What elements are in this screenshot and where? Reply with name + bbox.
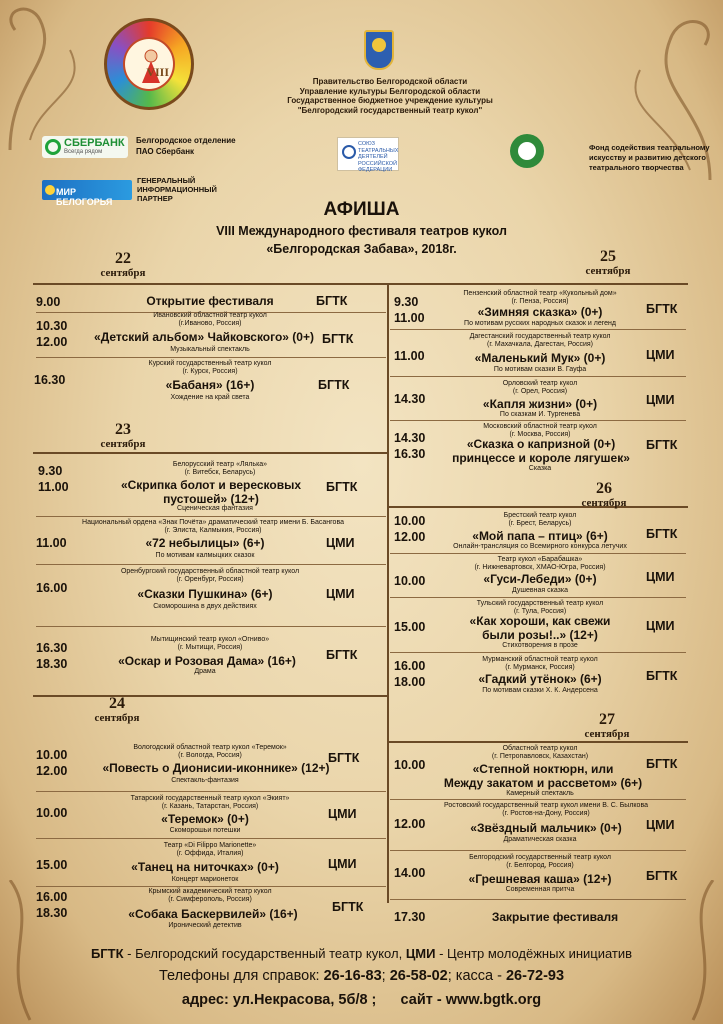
event-genre: Современная притча [505,886,575,893]
event-title: «Сказки Пушкина» (6+) [137,587,273,601]
event-separator [390,652,686,653]
day-header-26 [569,480,639,509]
organizer-line: Управление культуры Белгородской области [299,86,481,96]
event-genre: Сценическая фантазия [177,505,253,512]
event-title: «Звёздный мальчик» (0+) [470,821,622,835]
day-number: 25 [600,248,616,265]
event-venue: ЦМИ [646,348,675,362]
fund-logo [510,134,544,168]
event-theatre: Оренбургский государственный областной театр кукол (г. Оренбург, Россия) [120,568,300,583]
phones-separator: ; [381,968,390,984]
event-genre: По сказкам И. Тургенева [499,411,581,418]
box-office-label: ; касса - [447,968,506,984]
event-genre: По мотивам калмыцких сказок [155,552,255,559]
event-venue: БГТК [646,757,678,771]
event-time: 14.30 16.30 [394,431,426,461]
event-time: 16.30 18.30 [36,641,68,671]
event-title: Открытие фестиваля [146,294,274,308]
event-theatre: Тульский государственный театр кукол (г. Тула, Россия) [476,600,604,615]
event-venue: БГТК [646,302,678,316]
event-title: «Танец на ниточках» (0+) [131,860,279,874]
event-title: «Повесть о Дионисии-иконнике» (12+) [102,761,330,775]
festival-logo [104,18,194,110]
event-venue: ЦМИ [326,587,355,601]
union-logo-line: ФЕДЕРАЦИИ [358,167,393,173]
phones-label: Телефоны для справок: [158,968,324,984]
info-partner-line: ПАРТНЕР [137,194,173,203]
event-title: «Зимняя сказка» (0+) [477,305,603,319]
event-theatre: Театр кукол «Барабашка» (г. Нижневартовск, ХМАО-Югра, Россия) [474,556,606,571]
day-number: 27 [599,711,615,728]
event-genre: Камерный спектакль [506,790,574,797]
poster-title: АФИША [323,199,400,220]
event-venue: ЦМИ [646,818,675,832]
phones-line [0,968,723,984]
day-month: сентября [585,265,631,277]
event-theatre: Белорусский театр «Лялька» (г. Витебск, Беларусь) [172,461,268,476]
event-venue: ЦМИ [646,619,675,633]
day-month: сентября [94,712,140,724]
event-venue: ЦМИ [646,570,675,584]
event-theatre: Национальный ордена «Знак Почёта» драматический театр имени Б. Басангова (г. Элиста, Калмыкия, Россия) [82,519,344,534]
event-venue: ЦМИ [326,536,355,550]
event-time: 9.30 11.00 [38,464,69,494]
divider [388,741,688,743]
legend-text: - Белгородский государственный театр кукол, [123,946,406,961]
event-time: 16.00 [36,581,68,595]
event-separator [390,799,686,800]
event-separator [36,516,386,517]
event-genre: Драматическая сказка [503,836,577,843]
event-genre: Онлайн-трансляция со Всемирного конкурса летучих [453,543,627,550]
event-venue: БГТК [646,527,678,541]
event-theatre: Областной театр кукол (г. Петропавловск, Казахстан) [491,745,589,760]
info-partner-line: ГЕНЕРАЛЬНЫЙ [137,176,196,185]
event-title: «Гадкий утёнок» (6+) [478,672,602,686]
event-genre: Скоморошина в двух действиях [153,603,257,610]
theatre-union-logo [337,137,399,171]
event-venue: БГТК [646,669,678,683]
event-separator [390,899,686,900]
event-genre: Скоморошьи потешки [169,827,241,834]
day-month: сентября [100,267,146,279]
event-theatre: Мурманский областной театр кукол (г. Мурманск, Россия) [482,656,598,671]
event-theatre: Ивановский областной театр кукол (г.Иваново, Россия) [153,312,267,327]
day-header-22 [88,250,158,279]
organizers-block [262,77,518,115]
event-theatre: Дагестанский государственный театр кукол (г. Махачкала, Дагестан, Россия) [469,333,611,348]
event-genre: По мотивам сказки Х. К. Андерсена [482,687,598,694]
event-theatre: Театр «Di Filippo Marionette» (г. Оффида, Италия) [163,842,257,857]
event-time: 16.00 18.00 [394,659,426,689]
event-theatre: Пензенский областной театр «Кукольный дом» (г. Пенза, Россия) [463,290,617,305]
event-title: «72 небылицы» (6+) [145,536,265,550]
event-venue: ЦМИ [646,393,675,407]
event-genre: По мотивам сказки В. Гауфа [493,366,587,373]
day-month: сентября [584,728,630,740]
event-time: 11.00 [36,536,67,550]
union-logo-line: ТЕАТРАЛЬНЫХ [358,147,399,154]
event-time: 10.00 12.00 [394,514,426,544]
event-title: «Теремок» (0+) [161,812,249,826]
fund-text-line: искусству и развитию детского [589,153,706,162]
event-separator [390,597,686,598]
event-time: 17.30 [394,910,426,924]
event-time: 11.00 [394,349,425,363]
event-time: 10.30 12.00 [36,319,68,349]
event-separator [36,626,386,627]
event-title: «Мой папа – птиц» (6+) [472,529,608,543]
day-number: 26 [596,480,612,497]
event-title: «Капля жизни» (0+) [482,397,598,411]
festival-logo-numeral: VIII [146,65,169,79]
event-time: 14.30 [394,392,426,406]
event-theatre: Белгородский государственный театр кукол (г. Белгород, Россия) [469,854,611,869]
event-theatre: Орловский театр кукол (г. Орел, Россия) [502,380,578,395]
event-time: 10.00 12.00 [36,748,68,778]
event-venue: ЦМИ [328,857,357,871]
event-theatre: Вологодский областной театр кукол «Теремок» (г. Вологда, Россия) [133,744,287,759]
event-genre: Стихотворения в прозе [502,642,578,649]
event-venue: БГТК [646,438,678,452]
day-header-24 [82,695,152,724]
day-number: 23 [115,421,131,438]
union-logo-line: ДЕЯТЕЛЕЙ [358,154,388,160]
event-title: «Маленький Мук» (0+) [474,351,606,365]
event-time: 14.00 [394,866,426,880]
day-number: 22 [115,250,131,267]
info-partner-line: ИНФОРМАЦИОННЫЙ [137,185,217,194]
fund-text-line: Фонд содействия театральному [589,143,710,152]
event-venue: БГТК [316,294,348,308]
sberbank-logo [42,136,128,158]
event-venue: БГТК [326,480,358,494]
address-line: адрес: ул.Некрасова, 5б/8 ; сайт - www.bgtk.org [181,992,542,1008]
union-logo-line: СОЮЗ [358,141,376,147]
event-time: 9.00 [36,295,61,309]
event-title: «Гуси-Лебеди» (0+) [483,572,597,586]
sberbank-text-line: Белгородское отделение [136,136,236,145]
divider [33,452,389,454]
phone-number[interactable]: 26-72-93 [505,968,565,984]
day-header-27 [572,711,642,740]
organizer-line: Государственное бюджетное учреждение культуры [287,96,493,105]
event-time: 10.00 [394,758,426,772]
event-time: 16.30 [34,373,66,387]
divider [388,506,688,508]
event-genre: Спектакль-фантазия [171,777,239,784]
event-time: 10.00 [36,806,68,820]
event-separator [390,329,686,330]
fund-text [589,143,710,173]
event-title: «Сказка о капризной (0+) принцессе и короле лягушек» [452,437,630,465]
event-theatre: Татарский государственный театр кукол «Экият» (г. Казань, Татарстан, Россия) [130,795,290,810]
festival-name-line: «Белгородская Забава», 2018г. [266,242,457,256]
fund-text-line: театрального творчества [589,163,684,172]
legend-abbr: БГТК [90,946,124,961]
event-genre: По мотивам русских народных сказок и легенд [464,320,616,327]
event-title: «Скрипка болот и вересковых пустошей» (12+) [120,478,302,506]
festival-name-line: VIII Международного фестиваля театров кукол [216,224,507,238]
event-theatre: Ростовский государственный театр кукол имени В. С. Былкова (г. Ростов-на-Дону, Россия) [443,802,648,817]
day-number: 24 [109,695,125,712]
event-theatre: Мытищинский театр кукол «Огниво» (г. Мытищи, Россия) [150,636,270,651]
event-time: 9.30 11.00 [394,295,425,325]
event-separator [390,420,686,421]
event-venue: ЦМИ [328,807,357,821]
day-header-23 [88,421,158,450]
event-separator [36,357,386,358]
event-separator [390,376,686,377]
event-venue: БГТК [332,900,364,914]
sberbank-logo-tagline: Всегда рядом [64,149,103,155]
event-time: 16.00 18.30 [36,890,68,920]
event-separator [390,850,686,851]
event-title: «Бабаня» (16+) [165,378,255,392]
sberbank-partner-text [136,135,236,157]
day-header-25 [573,248,643,277]
event-time: 15.00 [394,620,426,634]
sberbank-text-line: ПАО Сбербанк [136,147,195,156]
phone-number[interactable]: 26-16-83 [323,968,382,984]
mir-belogorya-logo [42,180,132,207]
event-genre: Сказка [528,465,552,472]
venue-legend [0,946,723,961]
event-separator [390,553,686,554]
event-genre: Концерт марионеток [171,876,239,883]
day-month: сентября [581,497,627,509]
event-time: 10.00 [394,574,426,588]
legend-abbr: ЦМИ [405,946,436,961]
event-separator [36,564,386,565]
organizer-line: "Белгородский государственный театр кукол" [297,105,483,115]
event-venue: БГТК [322,332,354,346]
event-theatre: Московский областной театр кукол (г. Москва, Россия) [483,423,597,438]
event-theatre: Курский государственный театр кукол (г. Курск, Россия) [148,360,272,375]
event-title: «Собака Баскервилей» (16+) [128,907,298,921]
event-separator [36,838,386,839]
event-theatre: Брестский театр кукол (г. Брест, Беларусь) [503,512,577,527]
event-title: «Степной ноктюрн, или Между закатом и рассветом» (6+) [443,762,643,790]
event-separator [36,886,386,887]
coat-of-arms-icon [364,30,394,70]
event-title: Закрытие фестиваля [491,910,619,924]
event-title: «Грешневая каша» (12+) [468,872,612,886]
mir-logo-text: МИР БЕЛОГОРЬЯ [56,187,113,207]
event-separator [36,791,386,792]
organizer-line: Правительство Белгородской области [312,77,468,86]
event-venue: БГТК [646,869,678,883]
event-time: 12.00 [394,817,426,831]
column-divider [387,283,389,903]
event-genre: Душевная сказка [512,587,568,594]
union-logo-line: РОССИЙСКОЙ [358,160,398,167]
event-genre: Драма [194,668,216,675]
phone-number[interactable]: 26-58-02 [389,968,448,984]
divider [33,283,389,285]
event-venue: БГТК [328,751,360,765]
event-venue: БГТК [318,378,350,392]
event-time: 15.00 [36,858,68,872]
event-genre: Хождение на край света [170,394,250,401]
event-genre: Иронический детектив [168,922,242,929]
event-title: «Детский альбом» Чайковского» (0+) [94,330,314,344]
legend-text: - Центр молодёжных инициатив [435,946,633,961]
sberbank-logo-name: СБЕРБАНК [64,137,125,149]
event-title: «Как хороши, как свежи были розы!..» (12+) [469,614,611,642]
day-month: сентября [100,438,146,450]
event-theatre: Крымский академический театр кукол (г. Симферополь, Россия) [148,888,272,903]
event-genre: Музыкальный спектакль [170,346,250,353]
event-title: «Оскар и Розовая Дама» (16+) [118,654,296,668]
divider [388,283,688,285]
event-venue: БГТК [326,648,358,662]
